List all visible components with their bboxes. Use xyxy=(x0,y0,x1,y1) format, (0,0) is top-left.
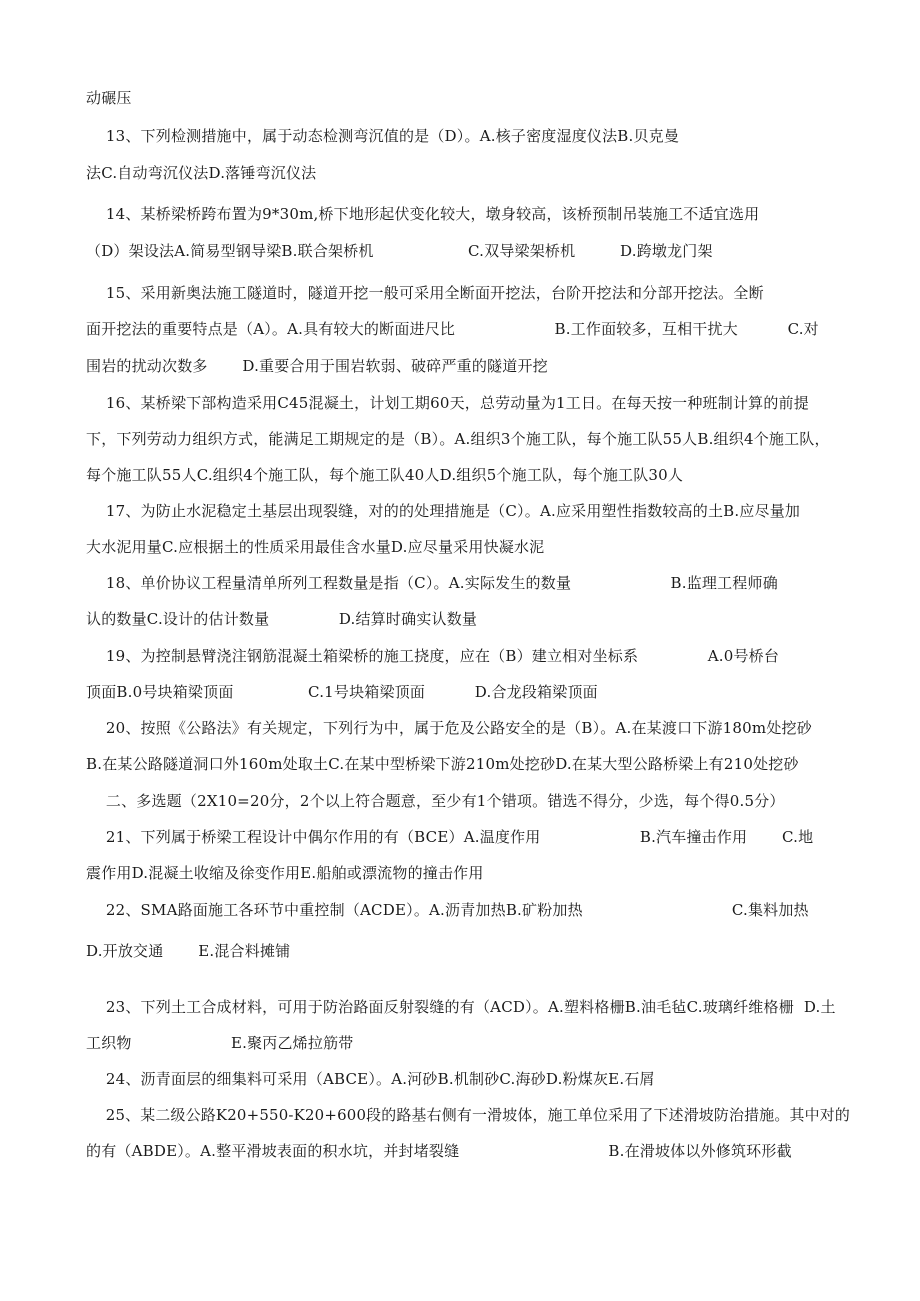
text-line: 动碾压 xyxy=(86,89,132,107)
text-line: 22、SMA路面施工各环节中重控制（ACDE）。A.沥青加热B.矿粉加热 C.集料加热 xyxy=(86,901,809,919)
text-line: 18、单价协议工程量清单所列工程数量是指（C）。A.实际发生的数量 B.监理工程师确 xyxy=(86,574,778,592)
text-line: 面开挖法的重要特点是（A）。A.具有较大的断面进尺比 B.工作面较多，互相干扰大 C.对 xyxy=(86,320,819,338)
text-line: 13、下列检测措施中，属于动态检测弯沉值的是（D）。A.核子密度湿度仪法B.贝克曼 xyxy=(86,127,680,145)
text-line: 19、为控制悬臂浇注钢筋混凝土箱梁桥的施工挠度，应在（B）建立相对坐标系 A.0号桥台 xyxy=(86,647,780,665)
text-line: 下，下列劳动力组织方式，能满足工期规定的是（B）。A.组织3个施工队，每个施工队55人B.组织4个施工队， xyxy=(86,430,830,448)
text-line: 24、沥青面层的细集料可采用（ABCE）。A.河砂B.机制砂C.海砂D.粉煤灰E.石屑 xyxy=(86,1070,655,1088)
text-line: （D）架设法A.简易型钢导梁B.联合架桥机 C.双导梁架桥机 D.跨墩龙门架 xyxy=(86,242,713,260)
text-line: 工织物 E.聚丙乙烯拉筋带 xyxy=(86,1034,354,1052)
section-heading: 二、多选题（2X10=20分，2个以上符合题意，至少有1个错项。错选不得分，少选，每个得0.5分） xyxy=(86,792,785,810)
text-line: B.在某公路隧道洞口外160m处取土C.在某中型桥梁下游210m处挖砂D.在某大型公路桥梁上有210处挖砂 xyxy=(86,755,799,773)
text-line: 14、某桥梁桥跨布置为9*30m,桥下地形起伏变化较大，墩身较高，该桥预制吊装施工不适宜选用 xyxy=(86,205,760,223)
text-line: 15、采用新奥法施工隧道时，隧道开挖一般可采用全断面开挖法，台阶开挖法和分部开挖法。全断 xyxy=(86,284,764,302)
text-line: 21、下列属于桥梁工程设计中偶尔作用的有（BCE）A.温度作用 B.汽车撞击作用 C.地 xyxy=(86,828,814,846)
text-line: 顶面B.0号块箱梁顶面 C.1号块箱梁顶面 D.合龙段箱梁顶面 xyxy=(86,683,598,701)
text-line: D.开放交通 E.混合料摊铺 xyxy=(86,942,291,960)
text-line: 25、某二级公路K20+550-K20+600段的路基右侧有一滑坡体，施工单位采用了下述滑坡防治措施。其中对的 xyxy=(86,1106,851,1124)
text-line: 围岩的扰动次数多 D.重要合用于围岩软弱、破碎严重的隧道开挖 xyxy=(86,357,548,375)
text-line: 17、为防止水泥稳定土基层出现裂缝，对的的处理措施是（C）。A.应采用塑性指数较高的土B.应尽量加 xyxy=(86,502,801,520)
text-line: 20、按照《公路法》有关规定，下列行为中，属于危及公路安全的是（B）。A.在某渡口下游180m处挖砂 xyxy=(86,719,812,737)
text-line: 认的数量C.设计的估计数量 D.结算时确实认数量 xyxy=(86,610,478,628)
text-line: 震作用D.混凝土收缩及徐变作用E.船舶或漂流物的撞击作用 xyxy=(86,864,484,882)
text-line: 16、某桥梁下部构造采用C45混凝土，计划工期60天，总劳动量为1工日。在每天按一种班制计算的前提 xyxy=(86,394,809,412)
text-line: 23、下列土工合成材料，可用于防治路面反射裂缝的有（ACD）。A.塑料格栅B.油毛毡C.玻璃纤维格栅 D.土 xyxy=(86,998,836,1016)
text-line: 大水泥用量C.应根据土的性质采用最佳含水量D.应尽量采用快凝水泥 xyxy=(86,538,545,556)
text-line: 的有（ABDE）。A.整平滑坡表面的积水坑，并封堵裂缝 B.在滑坡体以外修筑环形截 xyxy=(86,1142,792,1160)
text-line: 法C.自动弯沉仪法D.落锤弯沉仪法 xyxy=(86,164,317,182)
text-line: 每个施工队55人C.组织4个施工队，每个施工队40人D.组织5个施工队，每个施工队30人 xyxy=(86,466,684,484)
